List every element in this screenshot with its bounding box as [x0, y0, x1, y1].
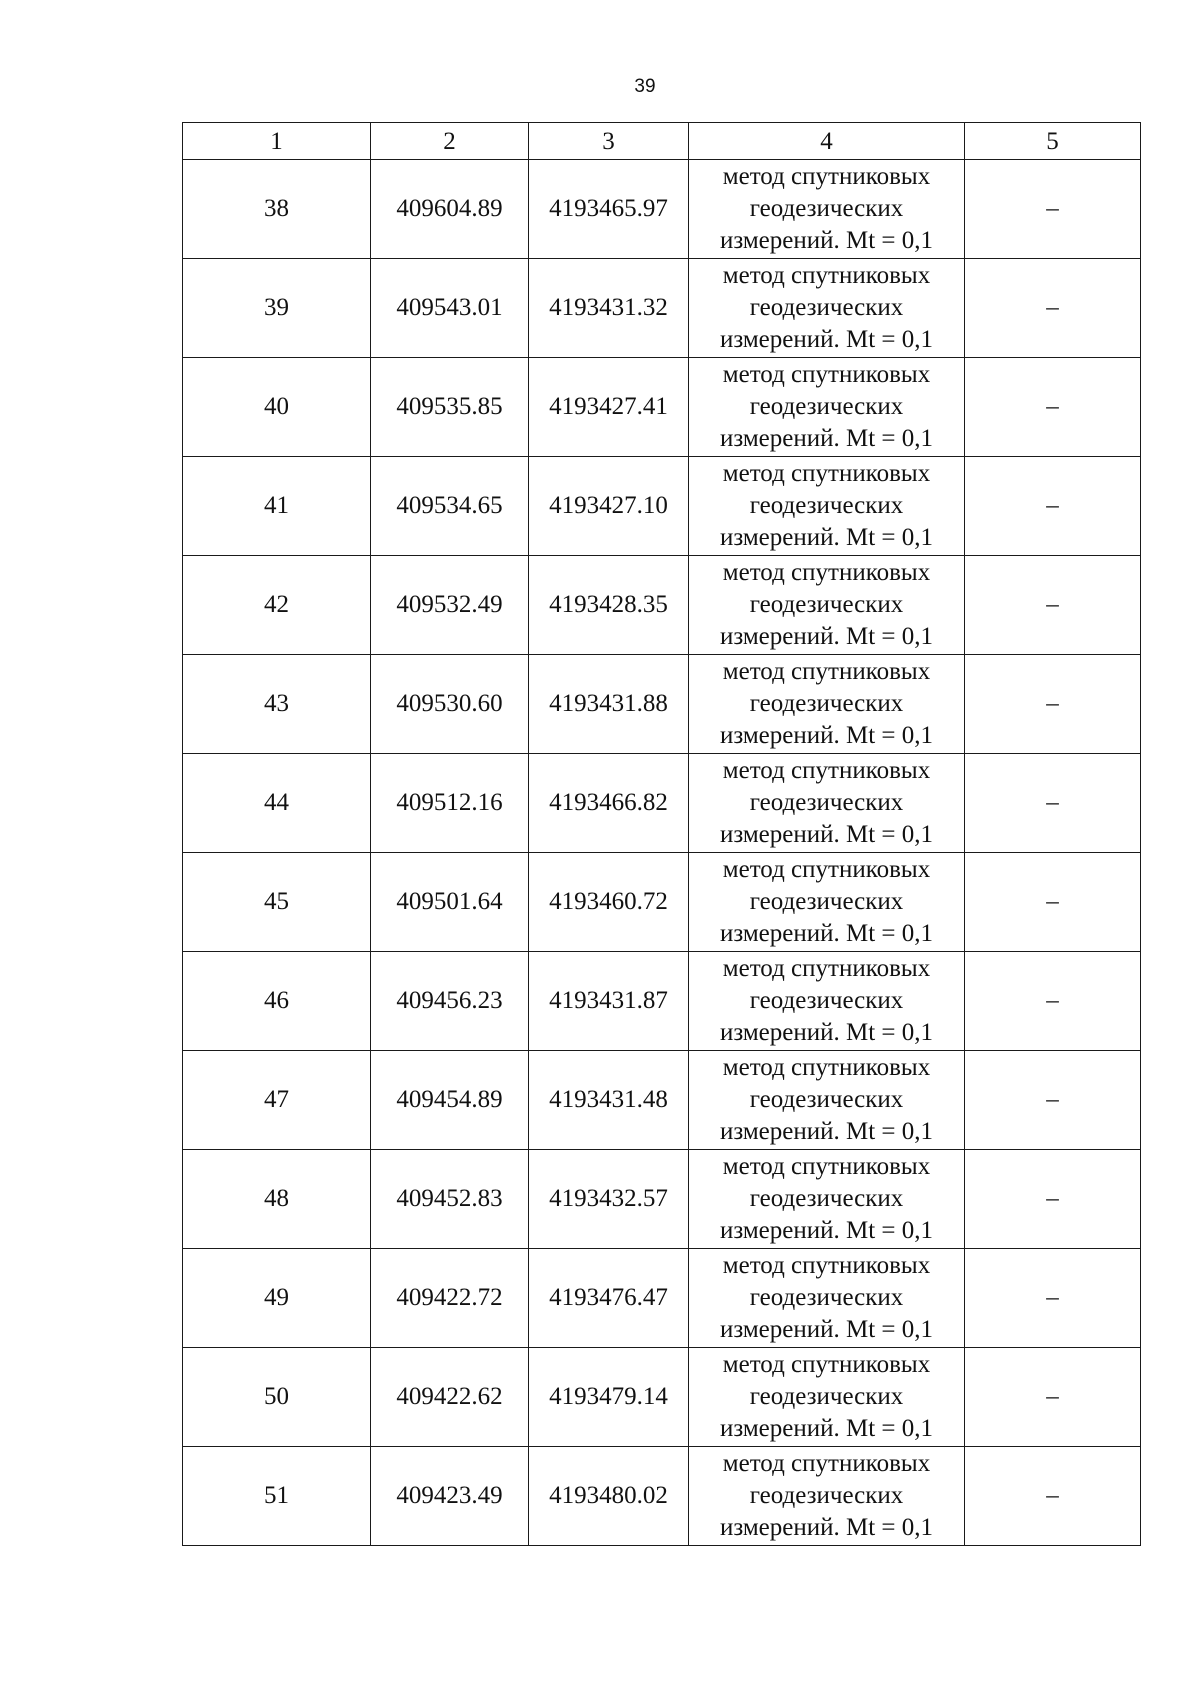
method-cell [689, 556, 965, 655]
method-line: геодезических [749, 1284, 904, 1311]
table-row [183, 952, 1141, 1051]
method-line: метод спутниковых [722, 262, 931, 289]
method-line: измерений. Mt = 0,1 [719, 227, 934, 254]
method-line: метод спутниковых [722, 361, 931, 388]
table-header [183, 123, 1141, 160]
method-cell [689, 754, 965, 853]
y-coordinate-cell: 4193479.14 [529, 1348, 689, 1447]
x-coordinate-cell: 409422.72 [371, 1249, 529, 1348]
method-cell [689, 853, 965, 952]
header-row [183, 123, 1141, 160]
method-line: измерений. Mt = 0,1 [719, 326, 934, 353]
y-coordinate-cell: 4193428.35 [529, 556, 689, 655]
point-number-cell: 46 [183, 952, 371, 1051]
method-line: геодезических [749, 1383, 904, 1410]
table-body [183, 160, 1141, 1546]
method-line: метод спутниковых [722, 757, 931, 784]
method-line: метод спутниковых [722, 460, 931, 487]
x-coordinate-cell: 409543.01 [371, 259, 529, 358]
method-line: метод спутниковых [722, 955, 931, 982]
x-coordinate-cell: 409535.85 [371, 358, 529, 457]
note-cell: – [965, 754, 1141, 853]
x-coordinate-cell: 409604.89 [371, 160, 529, 259]
method-line: геодезических [749, 195, 904, 222]
y-coordinate-cell: 4193460.72 [529, 853, 689, 952]
method-line: измерений. Mt = 0,1 [719, 1316, 934, 1343]
x-coordinate-cell: 409423.49 [371, 1447, 529, 1546]
method-line: геодезических [749, 1185, 904, 1212]
note-cell: – [965, 1150, 1141, 1249]
method-line: метод спутниковых [722, 1153, 931, 1180]
method-cell [689, 358, 965, 457]
method-line: геодезических [749, 1482, 904, 1509]
x-coordinate-cell: 409452.83 [371, 1150, 529, 1249]
method-line: метод спутниковых [722, 1252, 931, 1279]
method-line: измерений. Mt = 0,1 [719, 1415, 934, 1442]
table-row [183, 160, 1141, 259]
table-row [183, 754, 1141, 853]
method-line: метод спутниковых [722, 163, 931, 190]
page-number: 39 [634, 76, 656, 97]
note-cell: – [965, 1249, 1141, 1348]
note-cell: – [965, 1447, 1141, 1546]
method-line: измерений. Mt = 0,1 [719, 1019, 934, 1046]
header-col-4: 4 [689, 123, 965, 160]
x-coordinate-cell: 409454.89 [371, 1051, 529, 1150]
point-number-cell: 43 [183, 655, 371, 754]
x-coordinate-cell: 409501.64 [371, 853, 529, 952]
method-line: измерений. Mt = 0,1 [719, 920, 934, 947]
point-number-cell: 44 [183, 754, 371, 853]
method-cell [689, 160, 965, 259]
method-line: геодезических [749, 690, 904, 717]
point-number-cell: 47 [183, 1051, 371, 1150]
point-number-cell: 39 [183, 259, 371, 358]
method-line: метод спутниковых [722, 1054, 931, 1081]
method-cell [689, 1249, 965, 1348]
method-cell [689, 952, 965, 1051]
method-line: геодезических [749, 789, 904, 816]
method-line: геодезических [749, 294, 904, 321]
x-coordinate-cell: 409532.49 [371, 556, 529, 655]
method-line: измерений. Mt = 0,1 [719, 1217, 934, 1244]
method-line: метод спутниковых [722, 1450, 931, 1477]
method-line: метод спутниковых [722, 658, 931, 685]
point-number-cell: 42 [183, 556, 371, 655]
method-cell [689, 655, 965, 754]
note-cell: – [965, 1348, 1141, 1447]
y-coordinate-cell: 4193432.57 [529, 1150, 689, 1249]
note-cell: – [965, 556, 1141, 655]
note-cell: – [965, 160, 1141, 259]
note-cell: – [965, 655, 1141, 754]
method-line: метод спутниковых [722, 856, 931, 883]
method-cell [689, 457, 965, 556]
method-line: измерений. Mt = 0,1 [719, 722, 934, 749]
method-line: геодезических [749, 1086, 904, 1113]
point-number-cell: 50 [183, 1348, 371, 1447]
point-number-cell: 49 [183, 1249, 371, 1348]
table-row [183, 1051, 1141, 1150]
method-cell [689, 1348, 965, 1447]
x-coordinate-cell: 409422.62 [371, 1348, 529, 1447]
x-coordinate-cell: 409456.23 [371, 952, 529, 1051]
method-line: метод спутниковых [722, 1351, 931, 1378]
y-coordinate-cell: 4193465.97 [529, 160, 689, 259]
y-coordinate-cell: 4193476.47 [529, 1249, 689, 1348]
header-col-2: 2 [371, 123, 529, 160]
method-line: геодезических [749, 888, 904, 915]
table-row [183, 556, 1141, 655]
table-row [183, 1447, 1141, 1546]
header-col-1: 1 [183, 123, 371, 160]
point-number-cell: 40 [183, 358, 371, 457]
y-coordinate-cell: 4193431.87 [529, 952, 689, 1051]
method-line: измерений. Mt = 0,1 [719, 821, 934, 848]
method-line: измерений. Mt = 0,1 [719, 623, 934, 650]
table-row [183, 853, 1141, 952]
point-number-cell: 38 [183, 160, 371, 259]
y-coordinate-cell: 4193431.32 [529, 259, 689, 358]
table-row [183, 1150, 1141, 1249]
method-line: измерений. Mt = 0,1 [719, 425, 934, 452]
note-cell: – [965, 259, 1141, 358]
table-row [183, 1348, 1141, 1447]
x-coordinate-cell: 409530.60 [371, 655, 529, 754]
y-coordinate-cell: 4193480.02 [529, 1447, 689, 1546]
note-cell: – [965, 358, 1141, 457]
method-line: геодезических [749, 393, 904, 420]
note-cell: – [965, 457, 1141, 556]
method-line: измерений. Mt = 0,1 [719, 524, 934, 551]
header-col-3: 3 [529, 123, 689, 160]
table-row [183, 457, 1141, 556]
method-line: геодезических [749, 492, 904, 519]
note-cell: – [965, 853, 1141, 952]
method-line: метод спутниковых [722, 559, 931, 586]
y-coordinate-cell: 4193427.10 [529, 457, 689, 556]
y-coordinate-cell: 4193431.88 [529, 655, 689, 754]
method-line: геодезических [749, 591, 904, 618]
method-line: измерений. Mt = 0,1 [719, 1118, 934, 1145]
note-cell: – [965, 1051, 1141, 1150]
y-coordinate-cell: 4193427.41 [529, 358, 689, 457]
method-line: измерений. Mt = 0,1 [719, 1514, 934, 1541]
method-cell [689, 1150, 965, 1249]
table-row [183, 358, 1141, 457]
point-number-cell: 51 [183, 1447, 371, 1546]
x-coordinate-cell: 409534.65 [371, 457, 529, 556]
x-coordinate-cell: 409512.16 [371, 754, 529, 853]
point-number-cell: 48 [183, 1150, 371, 1249]
method-line: геодезических [749, 987, 904, 1014]
table-row [183, 1249, 1141, 1348]
method-cell [689, 1051, 965, 1150]
header-col-5: 5 [965, 123, 1141, 160]
method-cell [689, 1447, 965, 1546]
table-row [183, 259, 1141, 358]
y-coordinate-cell: 4193466.82 [529, 754, 689, 853]
table-row [183, 655, 1141, 754]
method-cell [689, 259, 965, 358]
note-cell: – [965, 952, 1141, 1051]
point-number-cell: 41 [183, 457, 371, 556]
coordinates-table [182, 122, 1141, 1546]
point-number-cell: 45 [183, 853, 371, 952]
y-coordinate-cell: 4193431.48 [529, 1051, 689, 1150]
